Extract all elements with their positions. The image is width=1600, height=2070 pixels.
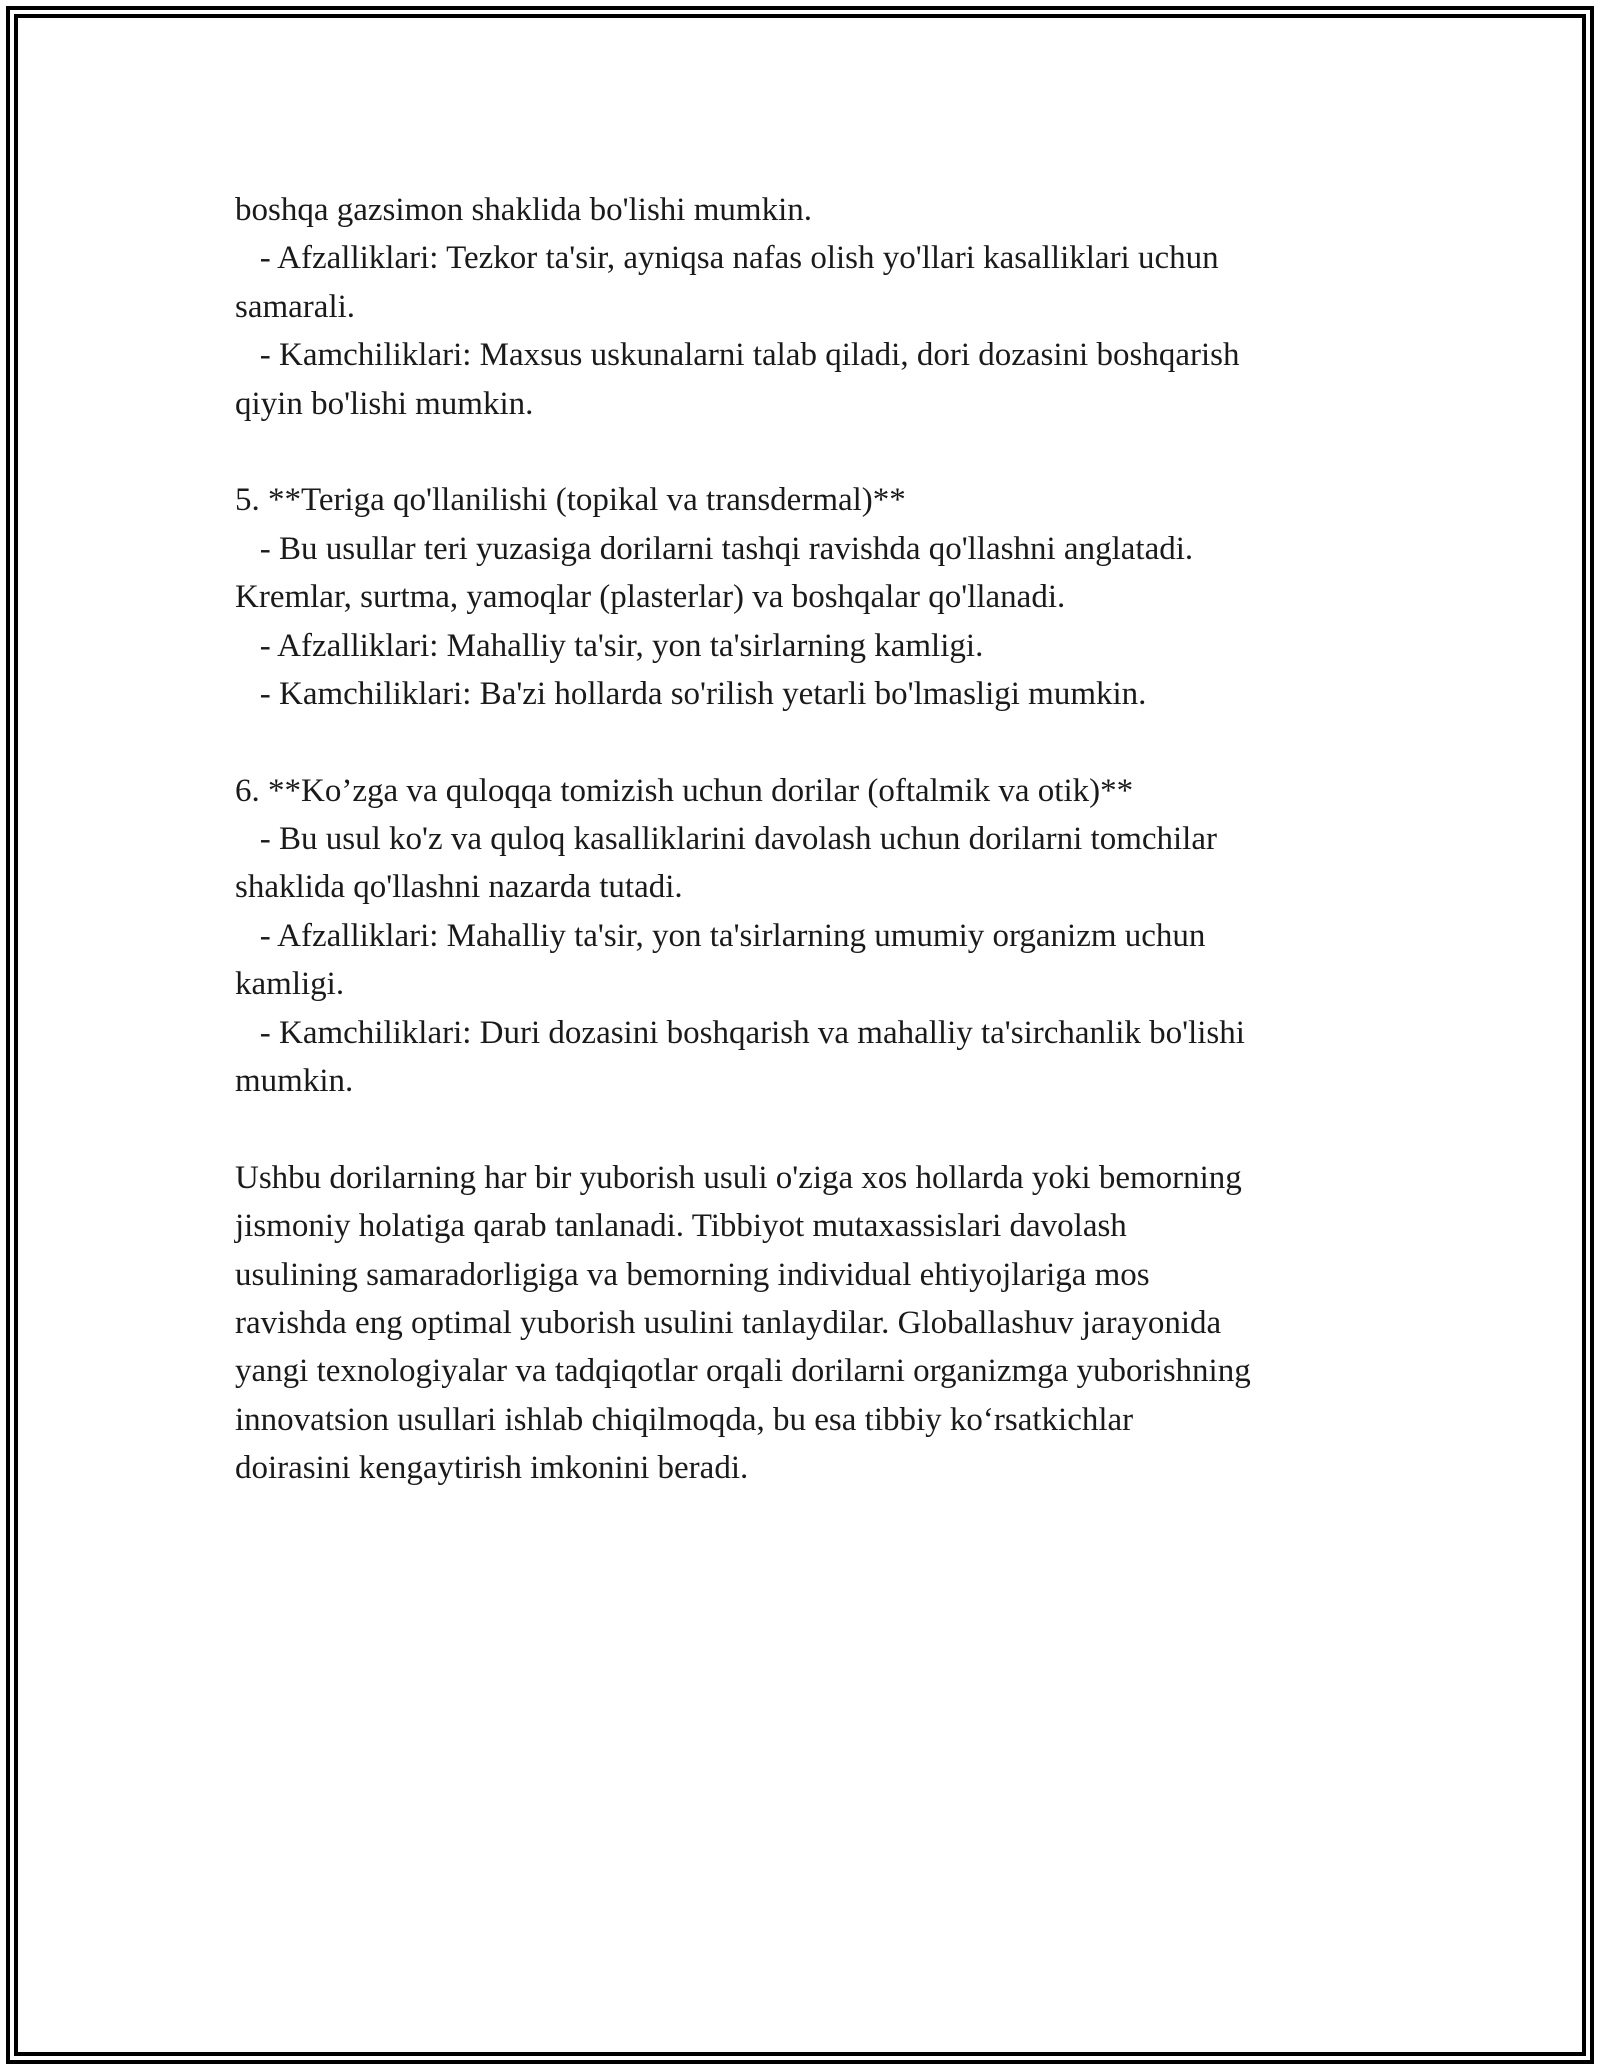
paragraph-gap [235, 428, 1385, 476]
text-line: - Afzalliklari: Mahalliy ta'sir, yon ta'sirlarning kamligi. [235, 627, 984, 664]
conclusion-line: Ushbu dorilarning har bir yuborish usuli o'ziga xos hollarda yoki bemorning [235, 1159, 1242, 1196]
text-line: - Bu usul ko'z va quloq kasalliklarini davolash uchun dorilarni tomchilar [235, 821, 1217, 858]
text-line: - Kamchiliklari: Maxsus uskunalarni talab qiladi, dori dozasini boshqarish [235, 337, 1240, 374]
text-line: boshqa gazsimon shaklida bo'lishi mumkin. [235, 192, 812, 228]
paragraph-gap [235, 1105, 1385, 1153]
conclusion-line: doirasini kengaytirish imkonini beradi. [235, 1450, 749, 1487]
text-line: samarali. [235, 288, 356, 325]
conclusion-line: yangi texnologiyalar va tadqiqotlar orqali dorilarni organizmga yuborishning [235, 1353, 1251, 1390]
text-line: - Kamchiliklari: Ba'zi hollarda so'rilish yetarli bo'lmasligi mumkin. [235, 675, 1147, 712]
text-line: - Bu usullar teri yuzasiga dorilarni tashqi ravishda qo'llashni anglatadi. [235, 530, 1194, 567]
text-line: kamligi. [235, 966, 345, 1003]
paragraph-gap [235, 718, 1385, 766]
section-heading-5: 5. **Teriga qo'llanilishi (topikal va transdermal)** [235, 482, 906, 519]
text-line: Kremlar, surtma, yamoqlar (plasterlar) va boshqalar qo'llanadi. [235, 579, 1066, 616]
document-body [235, 186, 1385, 1493]
section-heading-6: 6. **Ko’zga va quloqqa tomizish uchun dorilar (oftalmik va otik)** [235, 772, 1134, 809]
text-line: - Afzalliklari: Mahalliy ta'sir, yon ta'sirlarning umumiy organizm uchun [235, 917, 1206, 954]
text-line: mumkin. [235, 1063, 354, 1100]
text-line: shaklida qo'llashni nazarda tutadi. [235, 869, 683, 906]
conclusion-line: ravishda eng optimal yuborish usulini tanlaydilar. Globallashuv jarayonida [235, 1304, 1222, 1341]
text-line: - Kamchiliklari: Duri dozasini boshqarish va mahalliy ta'sirchanlik bo'lishi [235, 1014, 1245, 1051]
text-line: - Afzalliklari: Tezkor ta'sir, ayniqsa nafas olish yo'llari kasalliklari uchun [235, 240, 1219, 277]
conclusion-line: innovatsion usullari ishlab chiqilmoqda, bu esa tibbiy ko‘rsatkichlar [235, 1401, 1134, 1438]
conclusion-line: usulining samaradorligiga va bemorning individual ehtiyojlariga mos [235, 1256, 1150, 1293]
text-line: qiyin bo'lishi mumkin. [235, 385, 534, 422]
conclusion-line: jismoniy holatiga qarab tanlanadi. Tibbiyot mutaxassislari davolash [235, 1208, 1127, 1245]
